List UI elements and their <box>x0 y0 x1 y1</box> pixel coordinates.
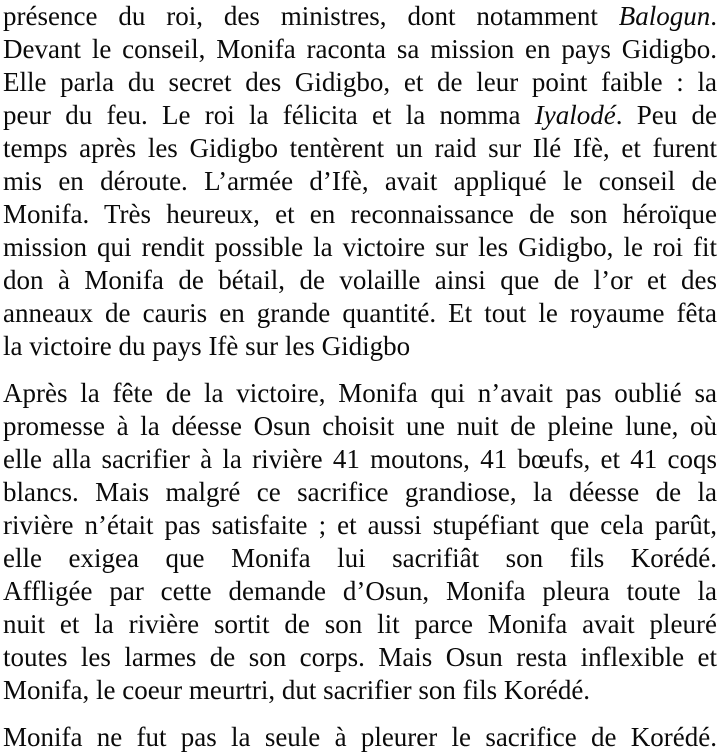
text-segment: toutes les larmes de son corps. Mais Osun resta inflexible et <box>3 642 717 672</box>
text-line <box>3 377 717 410</box>
text-line <box>3 721 717 754</box>
text-segment: . <box>710 1 717 31</box>
text-segment: Monifa. Très heureux, et en reconnaissance de son héroïque <box>3 199 717 229</box>
text-segment: Monifa ne fut pas la seule à pleurer le sacrifice de Korédé. <box>3 722 717 752</box>
text-line <box>3 297 717 330</box>
paragraph <box>3 377 717 707</box>
text-line <box>3 641 717 674</box>
text-line <box>3 66 717 99</box>
text-segment: Affligée par cette demande d’Osun, Monifa pleura toute la <box>3 576 717 606</box>
text-segment: rivière n’était pas satisfaite ; et aussi stupéfiant que cela parût, <box>3 510 717 540</box>
italic-text: Balogun <box>618 1 711 31</box>
text-line <box>3 608 717 641</box>
text-line <box>3 575 717 608</box>
text-segment: . Peu de <box>615 100 717 130</box>
text-line <box>3 231 717 264</box>
text-segment: mis en déroute. L’armée d’Ifè, avait appliqué le conseil de <box>3 166 717 196</box>
text-segment: blancs. Mais malgré ce sacrifice grandiose, la déesse de la <box>3 477 717 507</box>
text-segment: présence du roi, des ministres, dont notamment <box>3 1 619 31</box>
text-line <box>3 99 717 132</box>
text-line <box>3 410 717 443</box>
text-line <box>3 198 717 231</box>
paragraph <box>3 721 717 754</box>
text-segment: Monifa, le coeur meurtri, dut sacrifier son fils Korédé. <box>3 675 591 705</box>
text-line <box>3 132 717 165</box>
text-segment: temps après les Gidigbo tentèrent un raid sur Ilé Ifè, et furent <box>3 133 717 163</box>
text-segment: anneaux de cauris en grande quantité. Et tout le royaume fêta <box>3 298 717 328</box>
text-segment: Après la fête de la victoire, Monifa qui n’avait pas oublié sa <box>3 378 717 408</box>
text-segment: la victoire du pays Ifè sur les Gidigbo <box>3 331 411 361</box>
text-line <box>3 33 717 66</box>
text-line <box>3 443 717 476</box>
text-line <box>3 542 717 575</box>
text-segment: Devant le conseil, Monifa raconta sa mission en pays Gidigbo. <box>3 34 717 64</box>
italic-text: Iyalodé <box>534 100 616 130</box>
text-segment: peur du feu. Le roi la félicita et la nomma <box>3 100 535 130</box>
text-line <box>3 674 717 707</box>
text-segment: elle exigea que Monifa lui sacrifiât son fils Korédé. <box>3 543 717 573</box>
text-line <box>3 509 717 542</box>
text-segment: don à Monifa de bétail, de volaille ainsi que de l’or et des <box>3 265 717 295</box>
text-line <box>3 264 717 297</box>
text-segment: mission qui rendit possible la victoire sur les Gidigbo, le roi fit <box>3 232 717 262</box>
document-text <box>3 0 717 754</box>
text-segment: elle alla sacrifier à la rivière 41 moutons, 41 bœufs, et 41 coqs <box>3 444 717 474</box>
text-line <box>3 0 717 33</box>
text-line <box>3 165 717 198</box>
paragraph <box>3 0 717 363</box>
text-segment: Elle parla du secret des Gidigbo, et de leur point faible : la <box>3 67 717 97</box>
text-segment: nuit et la rivière sortit de son lit parce Monifa avait pleuré <box>3 609 717 639</box>
text-line <box>3 476 717 509</box>
text-segment: promesse à la déesse Osun choisit une nuit de pleine lune, où <box>3 411 717 441</box>
text-line <box>3 330 717 363</box>
